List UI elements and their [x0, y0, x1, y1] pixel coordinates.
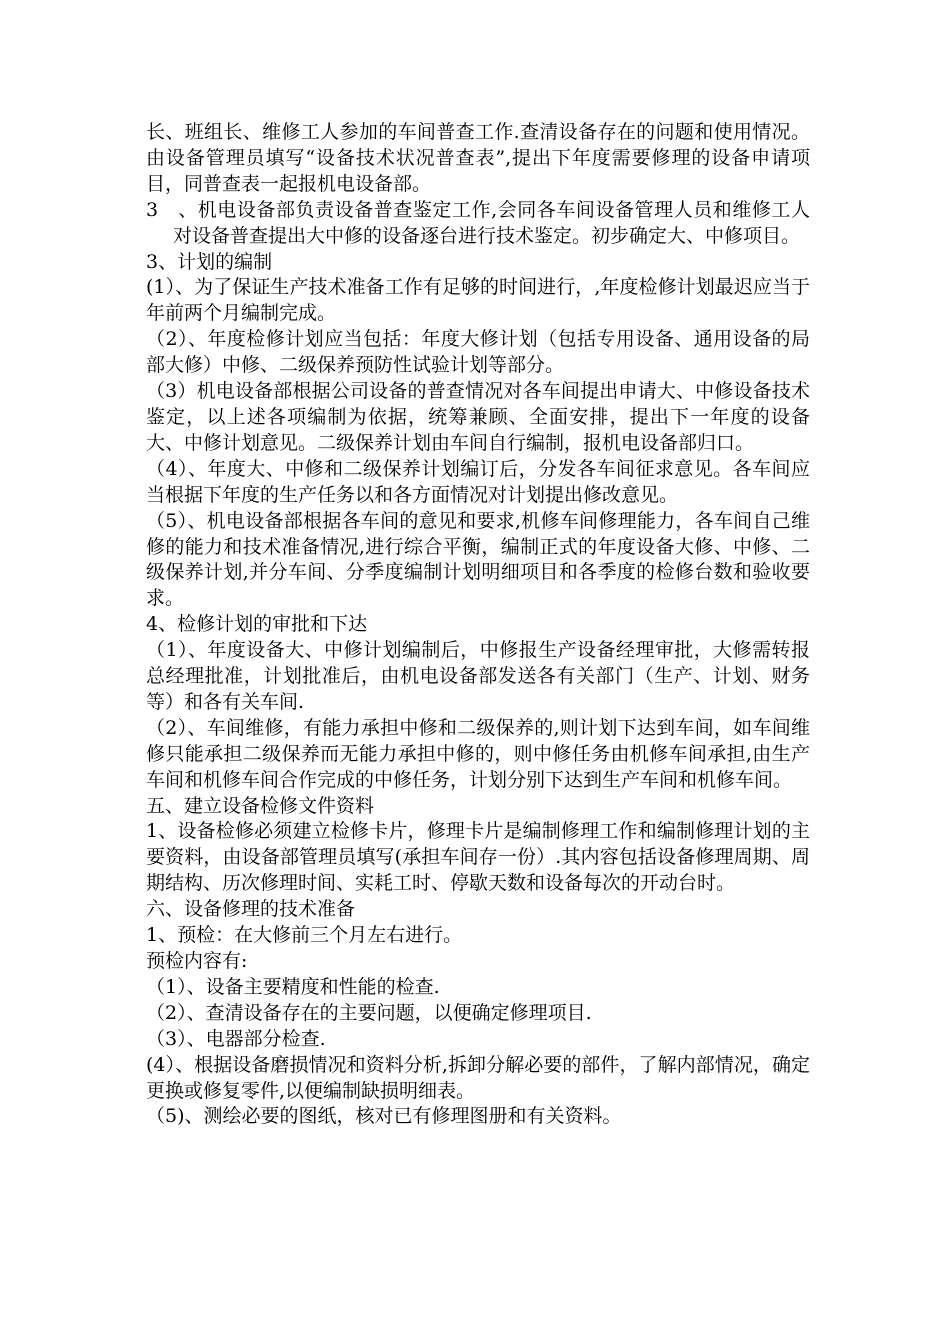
section-heading-approval: 4、检修计划的审批和下达 [146, 613, 368, 636]
paragraph-plan-item-3: （3）机电设备部根据公司设备的普查情况对各车间提出申请大、中修设备技术鉴定，以上述各项编制为依据，统筹兼顾、全面安排，提出下一年度的设备大、中修计划意见。二级保养计划由车间自行编制，报机电设备部归口。 [146, 380, 810, 454]
paragraph-precheck-item-1: （1）、设备主要精度和性能的检查. [146, 975, 440, 998]
paragraph-survey-continuation: 长、班组长、维修工人参加的车间普查工作.查清设备存在的问题和使用情况。由设备管理员填写“设备技术状况普查表”,提出下年度需要修理的设备申请项目，同普查表一起报机电设备部。 [146, 121, 810, 195]
paragraph-plan-item-2: （2）、年度检修计划应当包括：年度大修计划（包括专用设备、通用设备的局部大修）中修、二级保养预防性试验计划等部分。 [146, 328, 810, 377]
paragraph-precheck: 1、预检：在大修前三个月左右进行。 [146, 924, 463, 947]
paragraph-item-3-appraisal: 3 、机电设备部负责设备普查鉴定工作,会同各车间设备管理人员和维修工人对设备普查提出大中修的设备逐台进行技术鉴定。初步确定大、中修项目。 [146, 198, 810, 247]
paragraph-approval-item-1: （1）、年度设备大、中修计划编制后，中修报生产设备经理审批，大修需转报总经理批准，计划批准后，由机电设备部发送各有关部门（生产、计划、财务等）和各有关车间. [146, 639, 810, 713]
paragraph-plan-item-5: （5）、机电设备部根据各车间的意见和要求,机修车间修理能力，各车间自己维修的能力和技术准备情况,进行综合平衡，编制正式的年度设备大修、中修、二级保养计划,并分车间、分季度编制计划明细项目和各季度的检修台数和验收要求。 [146, 509, 810, 610]
paragraph-precheck-contents-label: 预检内容有: [146, 950, 248, 972]
section-heading-repair-files: 五、建立设备检修文件资料 [146, 794, 375, 817]
paragraph-plan-item-1: (1）、为了保证生产技术准备工作有足够的时间进行，,年度检修计划最迟应当于年前两个月编制完成。 [146, 276, 810, 325]
section-heading-technical-preparation: 六、设备修理的技术准备 [146, 898, 356, 921]
paragraph-precheck-item-5: （5)、测绘必要的图纸，核对已有修理图册和有关资料。 [146, 1105, 622, 1128]
paragraph-plan-item-4: （4）、年度大、中修和二级保养计划编订后，分发各车间征求意见。各车间应当根据下年度的生产任务以和各方面情况对计划提出修改意见。 [146, 457, 810, 506]
paragraph-precheck-item-3: （3）、电器部分检查. [146, 1027, 326, 1050]
paragraph-approval-item-2: （2）、车间维修，有能力承担中修和二级保养的,则计划下达到车间，如车间维修只能承担二级保养而无能力承担中修的，则中修任务由机修车间承担,由生产车间和机修车间合作完成的中修任务，计划分别下达到生产车间和机修车间。 [146, 716, 810, 791]
paragraph-precheck-item-2: （2）、查清设备存在的主要问题，以便确定修理项目. [146, 1001, 592, 1024]
paragraph-repair-files-item-1: 1、设备检修必须建立检修卡片，修理卡片是编制修理工作和编制修理计划的主要资料，由设备部管理员填写(承担车间存一份）.其内容包括设备修理周期、周期结构、历次修理时间、实耗工时、停歇天数和设备每次的开动台时。 [146, 820, 810, 895]
section-heading-plan-compilation: 3、计划的编制 [146, 250, 273, 273]
document-body [146, 120, 810, 1130]
paragraph-precheck-item-4: (4）、根据设备磨损情况和资料分析,拆卸分解必要的部件，了解内部情况，确定更换或修复零件,以便编制缺损明细表。 [146, 1053, 810, 1102]
